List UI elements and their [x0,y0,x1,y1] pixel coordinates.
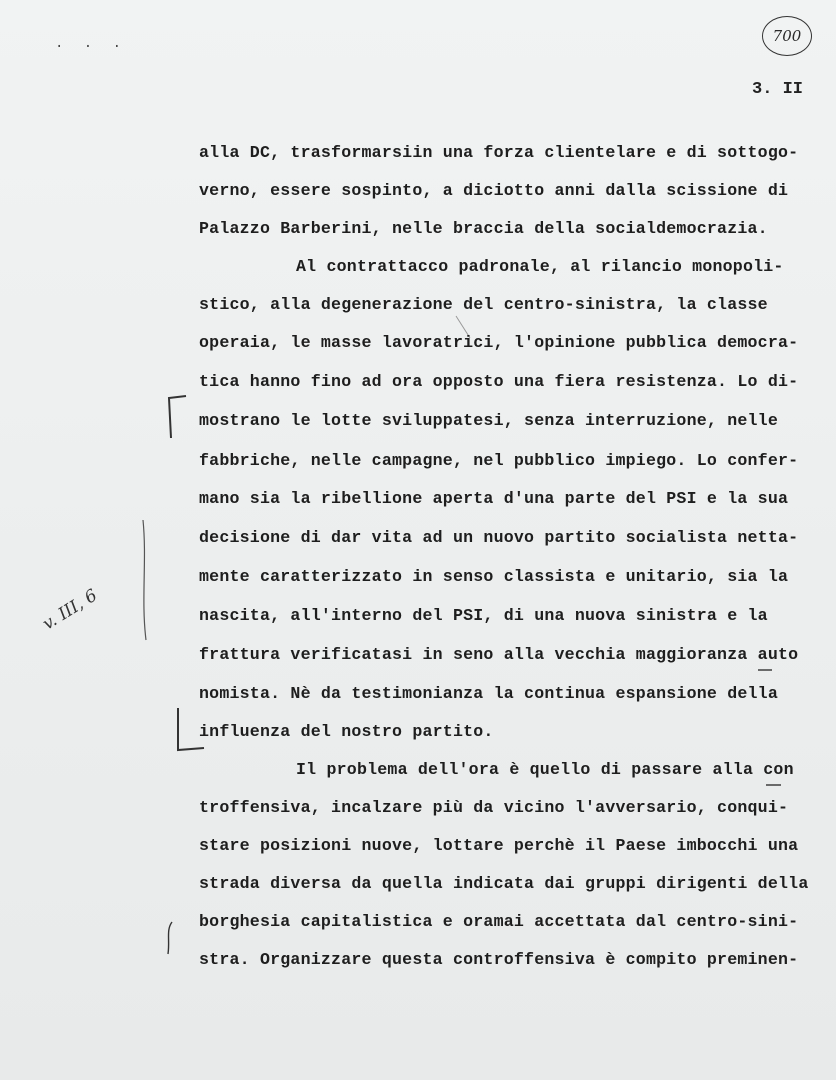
text-line-17: Il problema dell'ora è quello di passare alla con [296,760,794,779]
page-number: 3. II [752,80,804,99]
margin-dots: . . . [55,36,128,52]
text-line-3: Palazzo Barberini, nelle braccia della socialdemocrazia. [199,219,768,238]
text-line-1: alla DC, trasformarsiin una forza clientelare e di sottogo- [199,143,799,162]
margin-annotation: v. III, 6 [39,585,101,635]
text-line-11: decisione di dar vita ad un nuovo partito socialista netta- [199,528,799,547]
text-line-21: borghesia capitalistica e oramai accettata dal centro-sini- [199,912,799,931]
text-line-13: nascita, all'interno del PSI, di una nuova sinistra e la [199,606,768,625]
text-line-19: stare posizioni nuove, lottare perchè il Paese imbocchi una [199,836,799,855]
text-line-22: stra. Organizzare questa controffensiva è compito preminen- [199,950,799,969]
text-line-10: mano sia la ribellione aperta d'una parte del PSI e la sua [199,489,789,508]
text-line-14: frattura verificatasi in seno alla vecchia maggioranza auto [199,645,799,664]
text-line-18: troffensiva, incalzare più da vicino l'avversario, conqui- [199,798,789,817]
text-line-5: stico, alla degenerazione del centro-sinistra, la classe [199,295,768,314]
archive-stamp: 700 [762,16,812,56]
margin-line [143,520,146,640]
text-line-15: nomista. Nè da testimonianza la continua espansione della [199,684,778,703]
text-line-2: verno, essere sospinto, a diciotto anni dalla scissione di [199,181,789,200]
text-line-7: tica hanno fino ad ora opposto una fiera resistenza. Lo di- [199,372,799,391]
bracket-top [169,396,186,438]
text-line-6: operaia, le masse lavoratrici, l'opinione pubblica democra- [199,333,799,352]
text-line-4: Al contrattacco padronale, al rilancio monopoli- [296,257,784,276]
text-line-12: mente caratterizzato in senso classista e unitario, sia la [199,567,789,586]
text-line-20: strada diversa da quella indicata dai gruppi dirigenti della [199,874,809,893]
text-line-9: fabbriche, nelle campagne, nel pubblico impiego. Lo confer- [199,451,799,470]
text-line-8: mostrano le lotte sviluppatesi, senza interruzione, nelle [199,411,778,430]
text-line-16: influenza del nostro partito. [199,722,494,741]
hook-mark [168,922,172,954]
